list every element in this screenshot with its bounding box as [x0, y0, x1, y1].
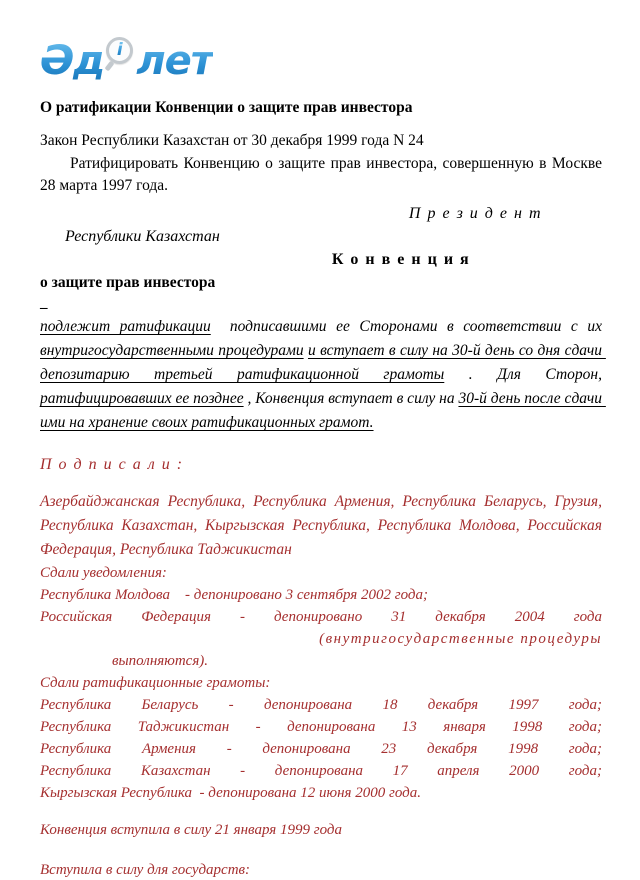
ratification-line: Республика Беларусь - депонирована 18 декабря 1997 года;: [40, 697, 602, 713]
separator-dash: –: [40, 300, 48, 316]
magnifier-handle-icon: [105, 61, 115, 72]
ratification-line: Республика Казахстан - депонирована 17 апреля 2000 года;: [40, 763, 602, 779]
in-force-for-line: Вступила в силу для государств:: [40, 862, 251, 878]
logo-text-suffix: лет: [136, 38, 213, 84]
president-signature-line: П р е з и д е н т: [408, 205, 542, 222]
signatories-paragraph: Азербайджанская Республика, Республика Армения, Республика Беларусь, Грузия, Республика Казахстан, Кыргызская Республика, Республика Молдова, Российская Федерация, Республика Таджикистан: [40, 493, 602, 558]
notifications-heading: Сдали уведомления:: [40, 565, 167, 581]
clause-segment: , Конвенция вступает в силу на: [243, 390, 459, 407]
clause-segment: внутригосударственными процедурами: [40, 342, 304, 359]
logo-text-prefix: Әд: [40, 38, 105, 84]
convention-heading: К о н в е н ц и я: [331, 251, 471, 268]
clause-segment: подписавшими ее Сторонами в соответствии с их: [210, 318, 606, 335]
magnifier-icon: [105, 36, 135, 86]
notification-line: (внутригосударственные процедуры: [319, 631, 602, 647]
ratification-order-paragraph: Ратифицировать Конвенцию о защите прав инвестора, совершенную в Москве 28 марта 1997 года.: [40, 155, 602, 194]
ratification-clause-paragraph: [40, 315, 606, 435]
adilet-logo[interactable]: [40, 36, 213, 88]
ratification-line: Кыргызская Республика - депонирована 12 июня 2000 года.: [40, 785, 422, 801]
notification-line: Республика Молдова - депонировано 3 сентября 2002 года;: [40, 587, 429, 603]
law-reference-line: Закон Республики Казахстан от 30 декабря 1999 года N 24: [40, 132, 424, 149]
ratifications-heading: Сдали ратификационные грамоты:: [40, 675, 271, 691]
clause-segment: . Для Сторон,: [444, 366, 606, 383]
notification-line: Российская Федерация - депонировано 31 декабря 2004 года: [40, 609, 602, 625]
entered-force-line: Конвенция вступила в силу 21 января 1999 года: [40, 822, 342, 838]
republic-signature-line: Республики Казахстан: [65, 228, 220, 245]
signed-heading: П о д п и с а л и :: [40, 456, 184, 473]
ratification-line: Республика Таджикистан - депонирована 13 января 1998 года;: [40, 719, 602, 735]
clause-segment: 30-й день после сдачи ими на хранение своих ратификационных грамот.: [40, 390, 606, 431]
ratification-line: Республика Армения - депонирована 23 декабря 1998 года;: [40, 741, 602, 757]
clause-segment: ратифицировавших ее позднее: [40, 390, 244, 407]
convention-subheading: о защите прав инвестора: [40, 274, 216, 291]
notification-line: выполняются).: [112, 653, 209, 669]
clause-segment: и вступает в силу на 30-й день со дня сдачи депозитарию третьей ратификационной грамоты: [40, 342, 606, 383]
document-title: О ратификации Конвенции о защите прав инвестора: [40, 99, 413, 116]
clause-segment: подлежит ратификации: [40, 318, 211, 335]
logo-letter-i: i: [116, 40, 123, 60]
